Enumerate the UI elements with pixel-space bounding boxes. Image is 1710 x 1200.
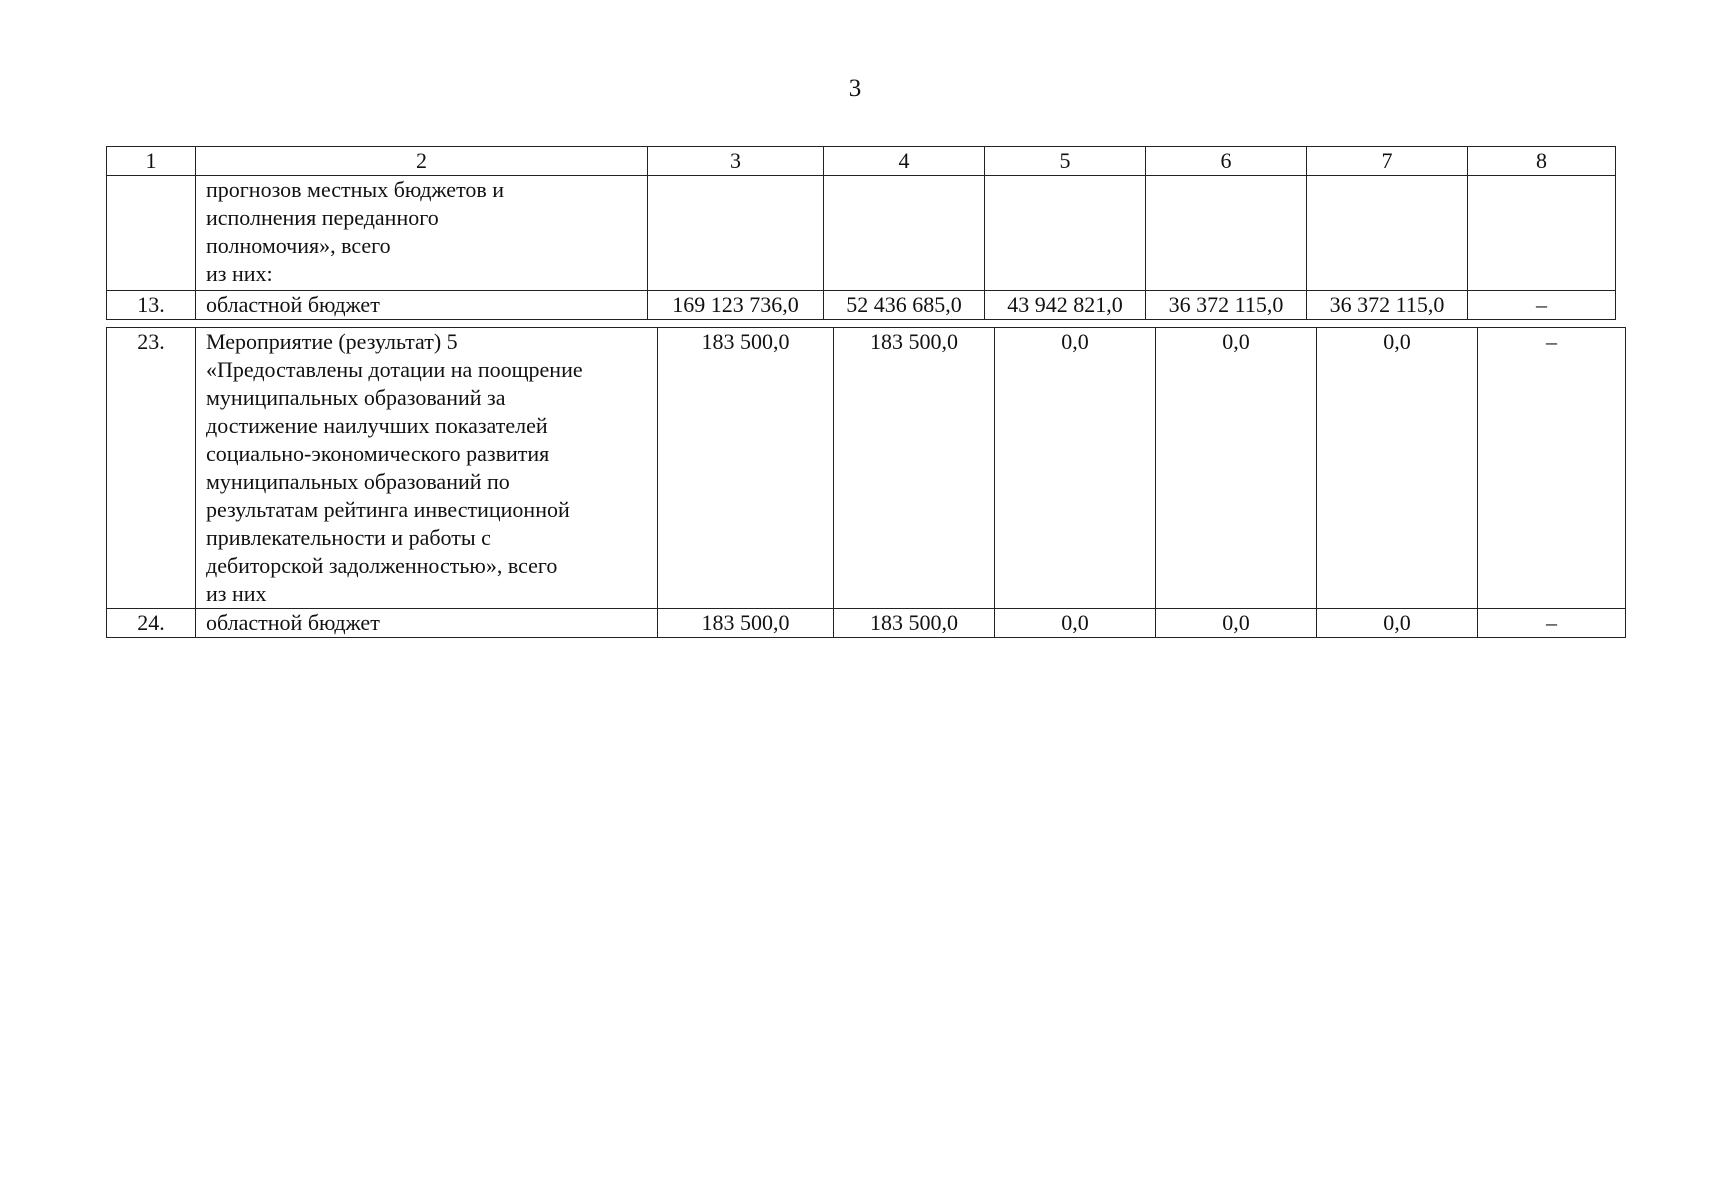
row-name-cell xyxy=(196,328,658,609)
header-cell: 5 xyxy=(985,147,1146,176)
row-name-line: результатам рейтинга инвестиционной xyxy=(206,497,570,522)
budget-table-top xyxy=(106,146,1616,320)
row-name-line: прогнозов местных бюджетов и xyxy=(206,177,505,202)
header-cell: 3 xyxy=(648,147,824,176)
budget-table-bottom xyxy=(106,327,1626,638)
header-cell: 2 xyxy=(196,147,648,176)
row-number-cell: 24. xyxy=(107,609,196,638)
value-cell: 0,0 xyxy=(1317,328,1478,609)
value-cell: 0,0 xyxy=(1156,328,1317,609)
row-number-cell: 13. xyxy=(107,291,196,320)
header-cell: 1 xyxy=(107,147,196,176)
row-name-line: муниципальных образований по xyxy=(206,469,510,494)
value-cell xyxy=(824,176,985,291)
value-cell: 0,0 xyxy=(995,328,1156,609)
value-cell: 36 372 115,0 xyxy=(1146,291,1307,320)
value-cell: – xyxy=(1468,291,1616,320)
value-cell xyxy=(648,176,824,291)
table-row xyxy=(107,291,1616,320)
row-name-line: полномочия», всего xyxy=(206,233,391,258)
value-cell: 0,0 xyxy=(1156,609,1317,638)
value-cell: 36 372 115,0 xyxy=(1307,291,1468,320)
value-cell xyxy=(985,176,1146,291)
value-cell xyxy=(1307,176,1468,291)
value-cell: – xyxy=(1478,328,1626,609)
value-cell: 169 123 736,0 xyxy=(648,291,824,320)
row-name-line: привлекательности и работы с xyxy=(206,525,491,550)
header-cell: 6 xyxy=(1146,147,1307,176)
table-row xyxy=(107,609,1626,638)
row-name-line: «Предоставлены дотации на поощрение xyxy=(206,357,583,382)
value-cell xyxy=(1468,176,1616,291)
row-name-line: достижение наилучших показателей xyxy=(206,413,548,438)
value-cell: 183 500,0 xyxy=(834,609,995,638)
row-name-line: из них: xyxy=(206,261,273,286)
value-cell xyxy=(1146,176,1307,291)
row-name-line: Мероприятие (результат) 5 xyxy=(206,329,458,354)
row-name-cell xyxy=(196,176,648,291)
row-name-line: дебиторской задолженностью», всего xyxy=(206,553,558,578)
row-number-cell: 23. xyxy=(107,328,196,609)
value-cell: 0,0 xyxy=(1317,609,1478,638)
header-cell: 8 xyxy=(1468,147,1616,176)
row-name-line: исполнения переданного xyxy=(206,205,439,230)
table-row xyxy=(107,176,1616,291)
value-cell: – xyxy=(1478,609,1626,638)
value-cell: 0,0 xyxy=(995,609,1156,638)
header-cell: 4 xyxy=(824,147,985,176)
value-cell: 183 500,0 xyxy=(658,328,834,609)
page-number: 3 xyxy=(848,75,862,102)
value-cell: 43 942 821,0 xyxy=(985,291,1146,320)
row-number-cell xyxy=(107,176,196,291)
value-cell: 183 500,0 xyxy=(658,609,834,638)
row-name-line: социально-экономического развития xyxy=(206,441,550,466)
value-cell: 52 436 685,0 xyxy=(824,291,985,320)
column-number-header-row xyxy=(107,147,1616,176)
row-name-cell: областной бюджет xyxy=(196,609,658,638)
row-name-cell: областной бюджет xyxy=(196,291,648,320)
table-row xyxy=(107,328,1626,609)
row-name-line: муниципальных образований за xyxy=(206,385,506,410)
value-cell: 183 500,0 xyxy=(834,328,995,609)
header-cell: 7 xyxy=(1307,147,1468,176)
row-name-line: из них xyxy=(206,581,267,606)
